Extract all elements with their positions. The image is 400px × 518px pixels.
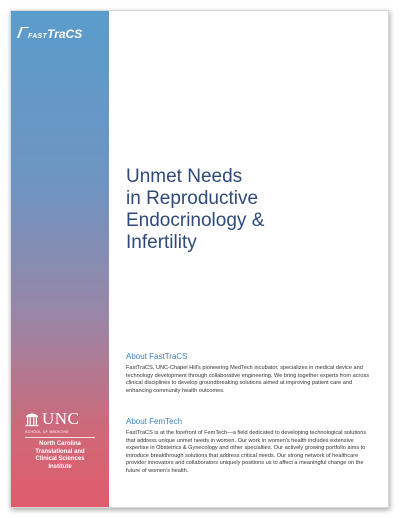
femtech-heading: About FemTech	[126, 417, 183, 426]
school-label: SCHOOL OF MEDICINE	[25, 430, 69, 434]
old-well-icon	[25, 411, 39, 427]
institute-line: Translational and	[35, 448, 85, 455]
logo-divider	[25, 437, 95, 438]
title-line: Endocrinology &	[126, 210, 265, 231]
femtech-body: FastTraCS is at the forefront of FemTech—a field dedicated to developing technological solutions that address unique unmet needs in women. Our work in women's health includes extensive expertise in Obstetrics & Gynecology and other specialties. Our actively growing portfolio aims to introduce breakthrough solutions that address critical needs. Our strong network of healthcare provider innovators and collaborators uniquely positions us to affect a meaningful change on the future of women's health.	[126, 430, 367, 474]
institute-line: North Carolina	[39, 441, 81, 447]
gradient-sidebar	[11, 11, 109, 507]
document-page	[10, 10, 389, 508]
fasttracs-logo	[19, 27, 82, 41]
logo-name: TraCS	[47, 27, 83, 41]
title-line: Infertility	[126, 232, 197, 253]
institute-line: Clinical Sciences	[35, 456, 85, 462]
title-line: Unmet Needs	[126, 166, 243, 187]
about-body: FastTraCS, UNC-Chapel Hill's pioneering MedTech incubator, specializes in medical device and technology development through collaborative engineering. We bring together experts from across clinical disciplines to develop groundbreaking solutions aimed at improving patient care and enhancing community health outcomes.	[126, 365, 370, 394]
unc-wordmark: UNC	[42, 409, 80, 428]
title-line: in Reproductive	[126, 188, 259, 209]
institute-name	[25, 441, 95, 471]
about-heading: About FastTraCS	[126, 352, 188, 361]
unc-logo	[25, 411, 101, 471]
logo-prefix: FAST	[28, 33, 48, 40]
document-title	[126, 166, 366, 254]
institute-line: Institute	[48, 463, 72, 470]
